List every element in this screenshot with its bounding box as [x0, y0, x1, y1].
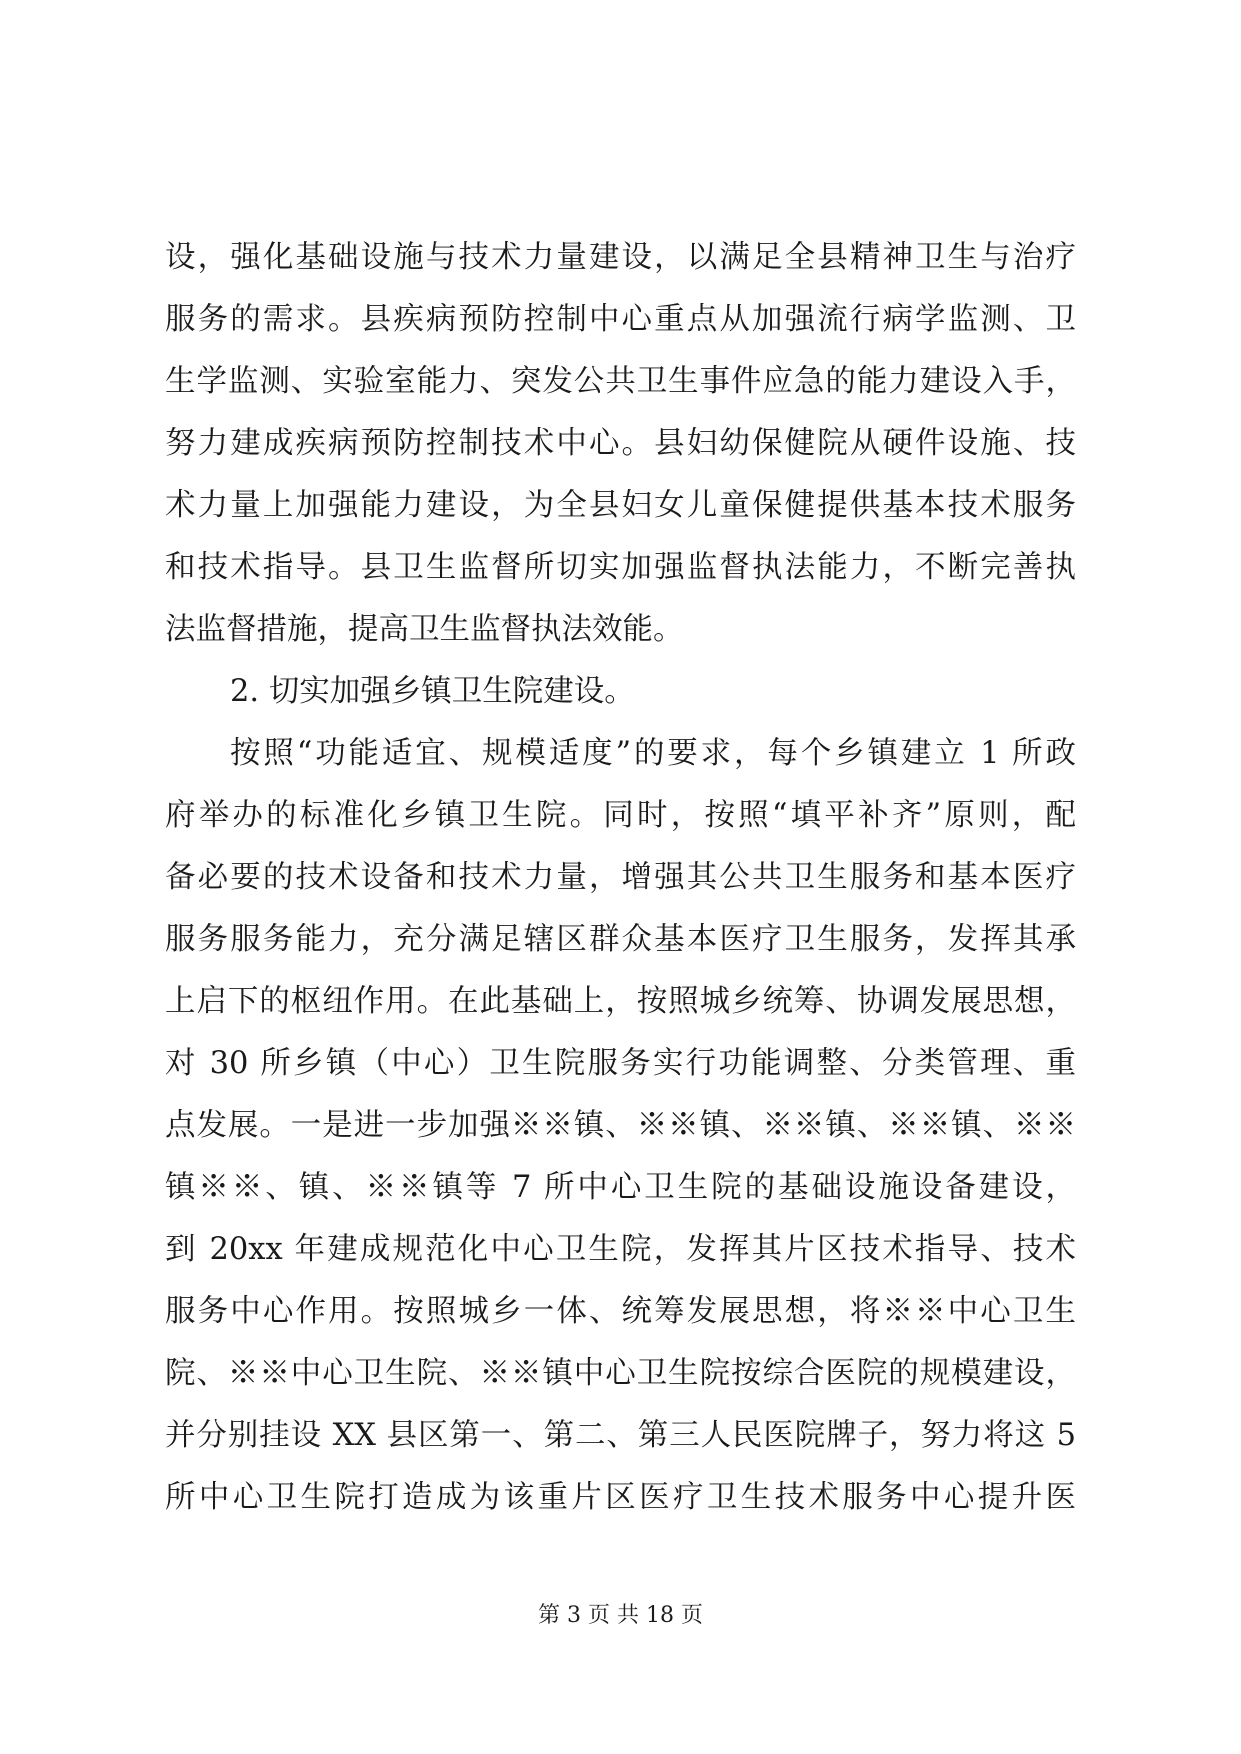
page-number-footer: 第 3 页 共 18 页 — [538, 1603, 703, 1628]
text-line: 服务的需求。县疾病预防控制中心重点从加强流行病学监测、卫 — [165, 302, 1076, 337]
text-line: 点发展。一是进一步加强※※镇、※※镇、※※镇、※※镇、※※ — [165, 1108, 1076, 1143]
text-line: 府举办的标准化乡镇卫生院。同时，按照“填平补齐”原则，配 — [165, 798, 1076, 833]
text-line: 术力量上加强能力建设，为全县妇女儿童保健提供基本技术服务 — [165, 488, 1076, 523]
text-line: 备必要的技术设备和技术力量，增强其公共卫生服务和基本医疗 — [165, 860, 1076, 895]
section-heading: 2. 切实加强乡镇卫生院建设。 — [230, 674, 635, 709]
text-line: 法监督措施，提高卫生监督执法效能。 — [165, 612, 684, 647]
text-line: 生学监测、实验室能力、突发公共卫生事件应急的能力建设入手， — [165, 364, 1076, 399]
text-line: 并分别挂设 XX 县区第一、第二、第三人民医院牌子，努力将这 5 — [165, 1418, 1076, 1453]
text-line: 服务服务能力，充分满足辖区群众基本医疗卫生服务，发挥其承 — [165, 922, 1076, 957]
text-line: 对 30 所乡镇（中心）卫生院服务实行功能调整、分类管理、重 — [165, 1046, 1076, 1081]
text-line: 上启下的枢纽作用。在此基础上，按照城乡统筹、协调发展思想， — [165, 984, 1076, 1019]
text-line: 设，强化基础设施与技术力量建设，以满足全县精神卫生与治疗 — [165, 240, 1076, 275]
text-line: 按照“功能适宜、规模适度”的要求，每个乡镇建立 1 所政 — [230, 736, 1076, 771]
text-line: 镇※※、镇、※※镇等 7 所中心卫生院的基础设施设备建设， — [165, 1170, 1076, 1205]
text-line: 到 20xx 年建成规范化中心卫生院，发挥其片区技术指导、技术 — [165, 1232, 1076, 1267]
text-line: 服务中心作用。按照城乡一体、统筹发展思想，将※※中心卫生 — [165, 1294, 1076, 1329]
text-line: 努力建成疾病预防控制技术中心。县妇幼保健院从硬件设施、技 — [165, 426, 1076, 461]
text-line: 和技术指导。县卫生监督所切实加强监督执法能力，不断完善执 — [165, 550, 1076, 585]
text-line: 院、※※中心卫生院、※※镇中心卫生院按综合医院的规模建设， — [165, 1356, 1076, 1391]
text-line: 所中心卫生院打造成为该重片区医疗卫生技术服务中心提升医 — [165, 1480, 1076, 1515]
